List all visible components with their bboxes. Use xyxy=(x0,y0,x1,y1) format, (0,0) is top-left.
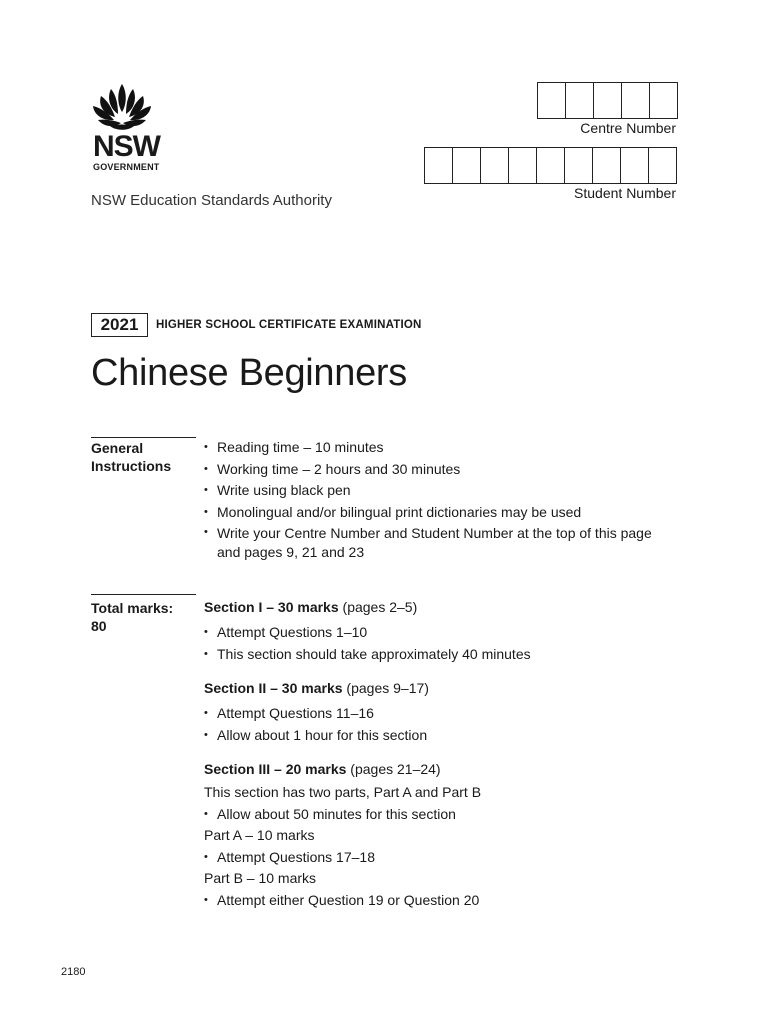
general-instructions-heading xyxy=(91,439,171,475)
section-pages: (pages 9–17) xyxy=(346,680,429,696)
student-number-cell[interactable] xyxy=(620,147,649,184)
general-instructions-list xyxy=(203,437,663,562)
list-item: • Attempt Questions 11–16 xyxy=(203,703,663,725)
divider xyxy=(91,437,196,438)
part-a-label: Part A – 10 marks xyxy=(204,827,315,843)
section-3-body xyxy=(204,782,664,911)
list-item: • Attempt Questions 1–10 xyxy=(203,622,663,644)
list-item: • Attempt either Question 19 or Question 20 xyxy=(203,890,664,912)
list-item: • Allow about 1 hour for this section xyxy=(203,725,663,747)
exam-title: HIGHER SCHOOL CERTIFICATE EXAMINATION xyxy=(156,319,422,331)
part-b-list xyxy=(203,890,664,912)
centre-number-cell[interactable] xyxy=(621,82,650,119)
section-title: Section II – 30 marks xyxy=(204,680,343,696)
section-1-list xyxy=(203,622,663,665)
list-item: • Allow about 50 minutes for this section xyxy=(203,804,664,826)
part-a-list xyxy=(203,847,664,869)
student-number-cell[interactable] xyxy=(508,147,537,184)
section-pages: (pages 2–5) xyxy=(342,599,418,615)
list-item: • This section should take approximately 40 minutes xyxy=(203,644,663,666)
section-title: Section III – 20 marks xyxy=(204,761,347,777)
paper-code: 2180 xyxy=(61,966,86,978)
student-number-cell[interactable] xyxy=(536,147,565,184)
list-item: • Write using black pen xyxy=(203,480,663,502)
student-number-label: Student Number xyxy=(574,185,676,201)
student-number-cell[interactable] xyxy=(648,147,677,184)
section-title: Section I – 30 marks xyxy=(204,599,339,615)
list-item: • Reading time – 10 minutes xyxy=(203,437,663,459)
section-2-list xyxy=(203,703,663,746)
student-number-cell[interactable] xyxy=(564,147,593,184)
total-marks-heading xyxy=(91,599,173,635)
section-1-heading xyxy=(204,597,417,617)
list-item: • Monolingual and/or bilingual print dictionaries may be used xyxy=(203,502,663,524)
waratah-flower-icon xyxy=(90,82,154,132)
student-number-cell[interactable] xyxy=(452,147,481,184)
logo-wordmark: NSW xyxy=(93,130,160,163)
section-2-heading xyxy=(204,678,429,698)
nsw-government-logo xyxy=(90,82,190,174)
student-number-boxes[interactable] xyxy=(425,147,677,184)
centre-number-boxes[interactable] xyxy=(538,82,678,119)
divider xyxy=(91,594,196,595)
heading-line: Total marks: xyxy=(91,600,174,616)
heading-line: Instructions xyxy=(91,458,172,474)
centre-number-label: Centre Number xyxy=(580,120,676,136)
centre-number-cell[interactable] xyxy=(593,82,622,119)
logo-subtext: GOVERNMENT xyxy=(93,162,160,172)
list-item: • Working time – 2 hours and 30 minutes xyxy=(203,459,663,481)
section-pages: (pages 21–24) xyxy=(350,761,441,777)
centre-number-cell[interactable] xyxy=(565,82,594,119)
student-number-cell[interactable] xyxy=(424,147,453,184)
centre-number-cell[interactable] xyxy=(649,82,678,119)
student-number-cell[interactable] xyxy=(592,147,621,184)
list-item: • Write your Centre Number and Student Number at the top of this page and pages 9, 21 and 23 xyxy=(203,523,663,562)
part-b-label: Part B – 10 marks xyxy=(204,870,317,886)
subject-title: Chinese Beginners xyxy=(91,352,407,394)
student-number-cell[interactable] xyxy=(480,147,509,184)
section-3-heading xyxy=(204,759,441,779)
section-3-intro: This section has two parts, Part A and Part B xyxy=(204,784,482,800)
list-item: • Attempt Questions 17–18 xyxy=(203,847,664,869)
exam-year: 2021 xyxy=(91,313,148,337)
heading-line: General xyxy=(91,440,144,456)
authority-name: NSW Education Standards Authority xyxy=(91,192,332,209)
section-3-list xyxy=(203,804,664,826)
heading-line: 80 xyxy=(91,618,107,634)
centre-number-cell[interactable] xyxy=(537,82,566,119)
